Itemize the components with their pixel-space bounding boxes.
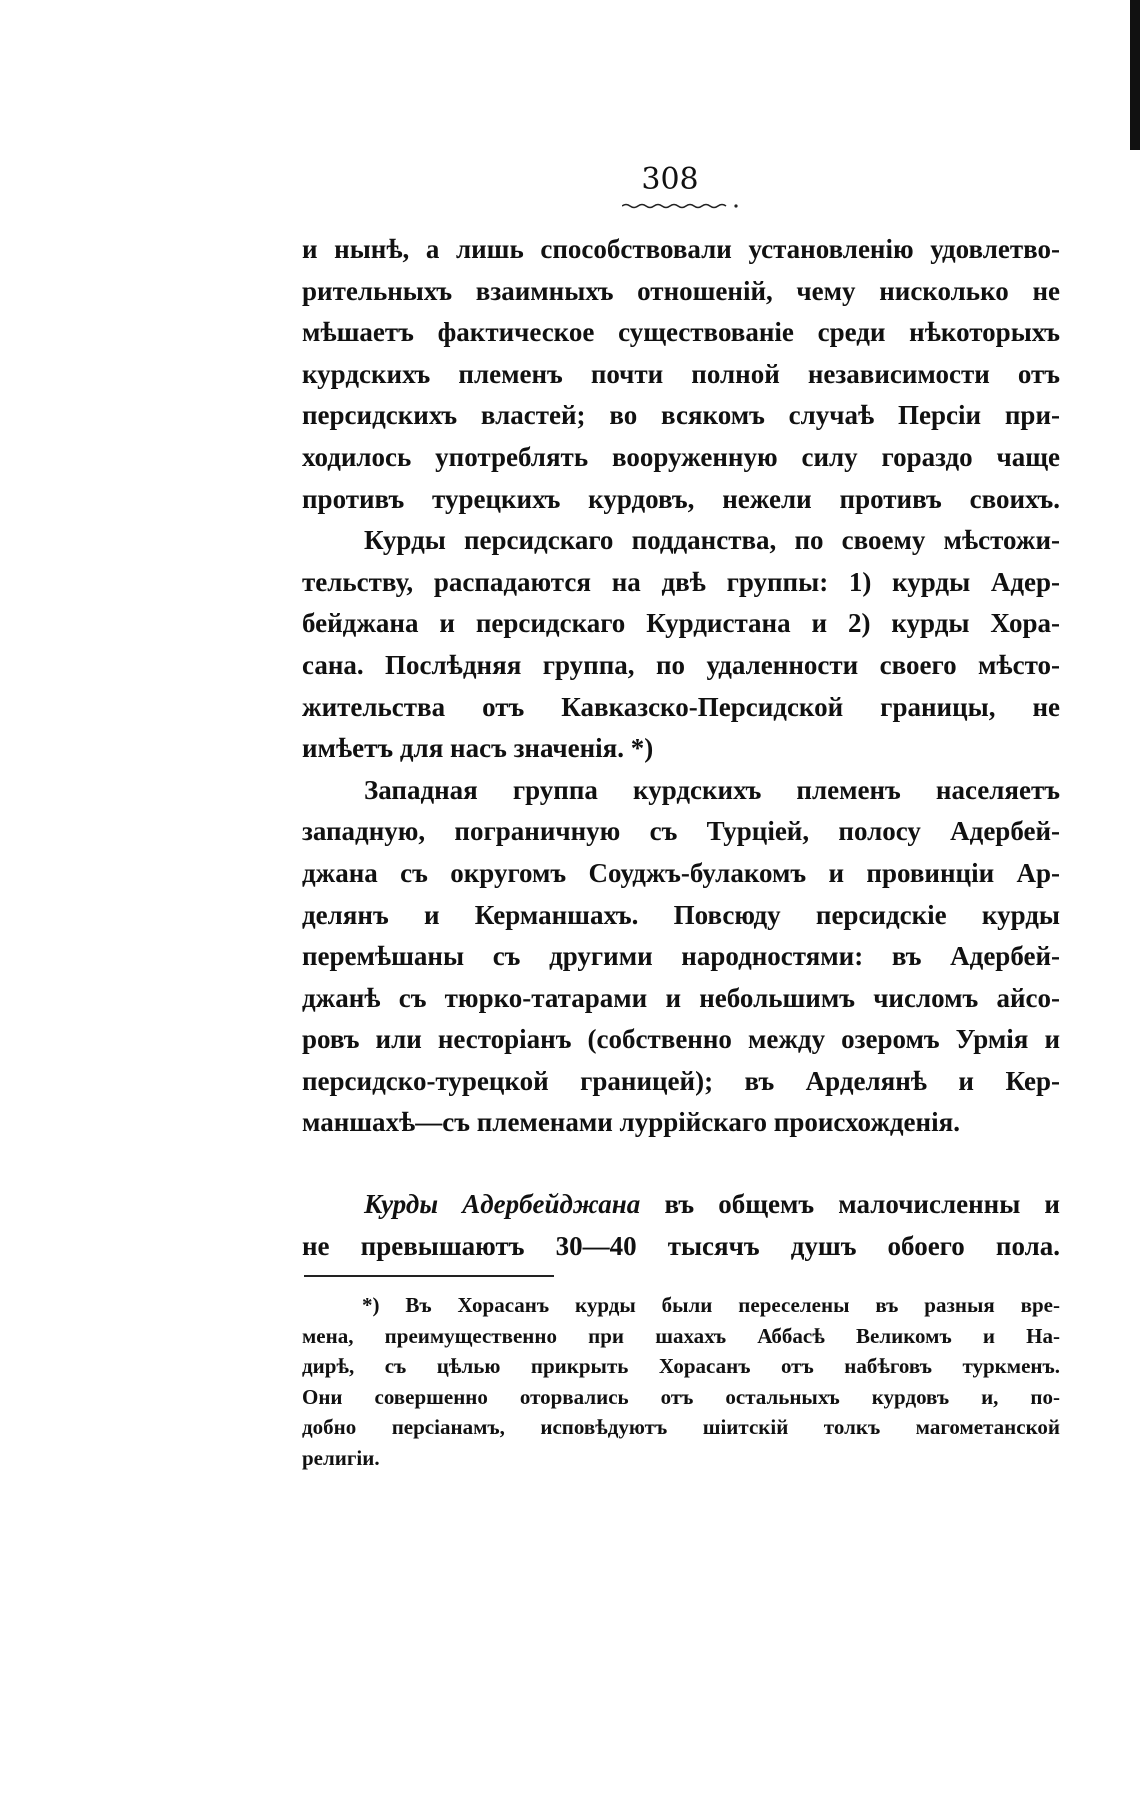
text-line: джанѣ съ тюрко-татарами и небольшимъ числомъ айсо- [302, 982, 1060, 1013]
footnote [302, 1290, 1060, 1474]
text-line: не превышаютъ 30—40 тысячъ душъ обоего пола. [302, 1231, 1060, 1261]
text-line: рительныхъ взаимныхъ отношеній, чему нисколько не [302, 275, 1060, 306]
section-heading: Курды Адербейджана [364, 1189, 641, 1219]
page-number-ornament [622, 203, 740, 209]
text-line: ровъ или несторіанъ (собственно между озеромъ Урмія и [302, 1024, 1060, 1055]
footnote-line: мена, преимущественно при шахахъ Аббасѣ Великомъ и На- [302, 1323, 1060, 1348]
text-line: Курды персидскаго подданства, по своему мѣстожи- [364, 525, 1060, 556]
footnote-line: добно персіанамъ, исповѣдуютъ шіитскій толкъ магометанской [302, 1415, 1060, 1440]
text-line: Западная группа курдскихъ племенъ населяетъ [364, 774, 1060, 805]
section-line-rest: въ общемъ малочисленны и [640, 1189, 1060, 1219]
text-line: западную, пограничную съ Турціей, полосу Адербей- [302, 816, 1060, 847]
footnote-line: Они совершенно оторвались отъ остальныхъ курдовъ и, по- [302, 1384, 1060, 1409]
text-line: тельству, распадаются на двѣ группы: 1) курды Адер- [302, 566, 1060, 597]
text-line: и нынѣ, а лишь способствовали установленію удовлетво- [302, 234, 1060, 264]
text-line: мѣшаетъ фактическое существованіе среди нѣкоторыхъ [302, 317, 1060, 348]
text-line: джана съ округомъ Соуджъ-булакомъ и провинціи Ар- [302, 857, 1060, 888]
text-line: персидско-турецкой границей); въ Арделянѣ и Кер- [302, 1065, 1060, 1096]
main-text [302, 229, 1060, 1144]
text-line: персидскихъ властей; во всякомъ случаѣ Персіи при- [302, 400, 1060, 431]
page-number: 308 [641, 162, 699, 197]
footnote-line: *) Въ Хорасанъ курды были переселены въ разныя вре- [362, 1293, 1060, 1317]
footnote-line: религіи. [302, 1445, 380, 1470]
section-text [302, 1183, 1060, 1267]
text-line: жительства отъ Кавказско-Персидской границы, не [302, 691, 1060, 722]
footnote-divider [304, 1275, 554, 1277]
text-line: перемѣшаны съ другими народностями: въ Адербей- [302, 941, 1060, 972]
text-line: ходилось употреблять вооруженную силу гораздо чаще [302, 441, 1060, 472]
text-line: сана. Послѣдняя группа, по удаленности своего мѣсто- [302, 649, 1060, 680]
page-edge-mark [1130, 0, 1140, 150]
text-line: бейджана и персидскаго Курдистана и 2) курды Хора- [302, 608, 1060, 639]
text-line: курдскихъ племенъ почти полной независимости отъ [302, 358, 1060, 389]
text-line: делянъ и Керманшахъ. Повсюду персидскіе курды [302, 899, 1060, 930]
text-line: противъ турецкихъ курдовъ, нежели противъ своихъ. [302, 483, 1060, 514]
section-first-line [302, 1183, 1060, 1225]
text-line: маншахѣ—съ племенами луррійскаго происхожденія. [302, 1107, 960, 1138]
footnote-line: дирѣ, съ цѣлью прикрыть Хорасанъ отъ набѣговъ туркменъ. [302, 1354, 1060, 1379]
text-line: имѣетъ для насъ значенія. *) [302, 733, 654, 764]
